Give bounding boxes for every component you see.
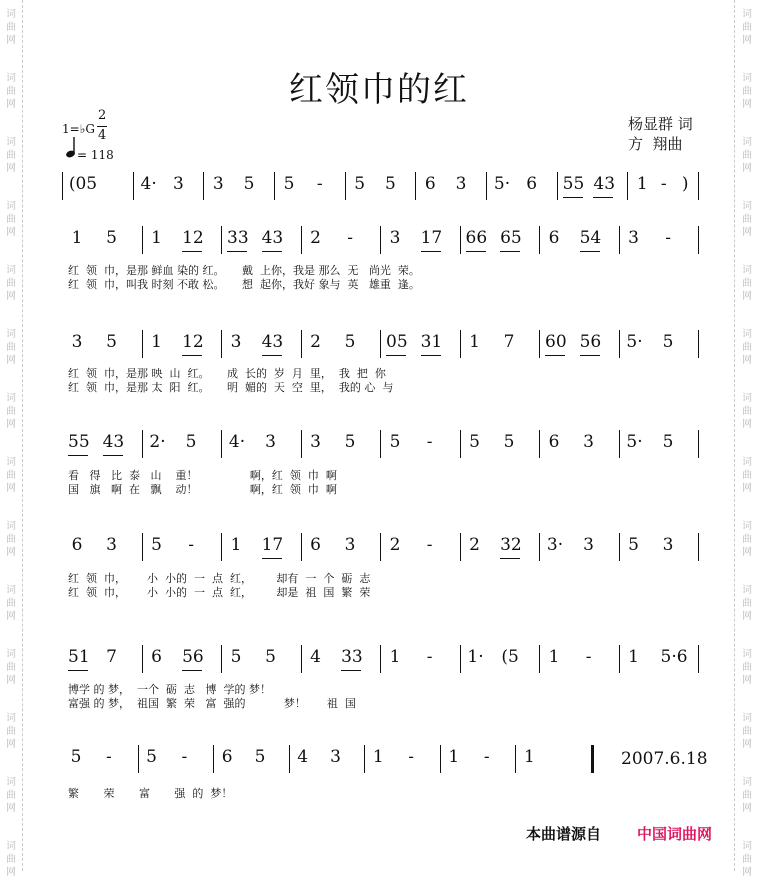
note: 6 [424,174,436,194]
bar-line [539,430,540,458]
note: 5 [254,747,266,767]
underline-beam [421,251,441,252]
key-signature: 1=♭G [62,122,95,136]
underline-beam [341,670,361,671]
bar-line [142,430,143,458]
note: 6 [548,228,560,248]
lyric-line: 红 领 巾，是那 鲜血 染的 红。 戴 上你，我是 那么 无 尚光 荣。 [68,264,420,277]
note: - [316,174,323,194]
note: 3 [330,747,341,767]
note: 12 [182,228,204,248]
note: 43 [102,432,125,452]
note: 2 [389,535,401,555]
note: (05 [68,174,98,194]
note: 5 [662,332,674,352]
watermark-text: 词 曲 网 [742,73,752,110]
note: 1 [636,174,648,194]
note: 5· [626,432,643,452]
underline-beam [500,558,520,559]
note: 6 [221,747,233,767]
watermark-text: 词 曲 网 [6,649,16,686]
note: 1 [389,647,401,667]
underline-beam [545,355,565,356]
lyric-line: 红 领 巾， 小 小的 一 点 红， 却有 一 个 砺 志 [68,572,371,585]
watermark-text: 词 曲 网 [6,457,16,494]
note: 3 [583,535,594,555]
watermark-text: 词 曲 网 [742,713,752,750]
watermark-text: 词 曲 网 [6,329,16,366]
watermark-text: 词 曲 网 [6,585,16,622]
underline-beam [580,251,600,252]
composer-credit: 方 翔曲 [628,135,683,153]
watermark-text: 词 曲 网 [6,393,16,430]
lyric-line: 红 领 巾， 小 小的 一 点 红， 却是 祖 国 繁 荣 [68,586,371,599]
note: 1 [628,647,639,667]
watermark-text: 词 曲 网 [742,521,752,558]
note: 1 [448,747,460,767]
note: 2 [310,332,321,352]
note: 65 [500,228,522,248]
watermark-text: 词 曲 网 [6,841,16,878]
note: 5 [344,332,356,352]
watermark-text: 词 曲 网 [742,329,752,366]
underline-beam [500,251,520,252]
note: 1 [469,332,480,352]
note: 5 [503,432,515,452]
bar-line [380,533,381,561]
note: 6 [526,174,538,194]
bar-line [619,430,620,458]
note: - [188,535,194,555]
watermark-text: 词 曲 网 [742,137,752,174]
watermark-text: 词 曲 网 [742,585,752,622]
bar-line [619,330,620,358]
bar-line [142,226,143,254]
bar-line [460,533,461,561]
underline-beam [262,355,282,356]
note: 12 [182,332,204,352]
time-signature-line [97,126,107,127]
note: (5 [501,647,519,667]
note: 3 [455,174,467,194]
bar-line [539,533,540,561]
note: 2 [469,535,480,555]
note: 5 [70,747,82,767]
bar-line [627,172,628,200]
bar-line [380,430,381,458]
bar-line [698,645,699,673]
lyric-line: 繁 荣 富 强 的 梦！ [68,787,233,800]
underline-beam [593,197,613,198]
note: 43 [593,174,616,194]
composition-date: 2007.6.18 [621,749,708,769]
underline-beam [262,558,282,559]
note: - [105,747,112,767]
bar-line [345,172,346,200]
source-label: 本曲谱源自 [526,825,602,843]
note: 1 [151,332,162,352]
note: 5·6 [660,647,688,667]
bar-line [301,330,302,358]
bar-line [557,172,558,200]
note: 6 [310,535,321,555]
bar-line [591,745,594,773]
bar-line [62,172,63,200]
note: 5 [243,174,255,194]
underline-beam [421,355,441,356]
lyric-line: 国 旗 啊 在 飘 动！ 啊，红 领 巾 啊 [68,483,337,496]
note: 5 [283,174,295,194]
note: - [660,174,667,194]
note: 5· [626,332,643,352]
bar-line [142,533,143,561]
note: 43 [261,228,284,248]
note: 5 [469,432,480,452]
note: 5 [384,174,396,194]
note: 4· [228,432,246,452]
bar-line [301,533,302,561]
note: 7 [503,332,515,352]
note: - [483,747,490,767]
bar-line [486,172,487,200]
lyricist-credit: 杨显群 词 [628,115,693,133]
underline-beam [563,197,583,198]
note: 43 [261,332,284,352]
bar-line [698,533,699,561]
note: - [426,535,433,555]
note: 33 [227,228,249,248]
underline-beam [227,251,247,252]
bar-line [142,645,143,673]
note: 5 [265,647,276,667]
note: 5· [493,174,511,194]
note: 3 [172,174,184,194]
note: 05 [386,332,408,352]
bar-line [221,226,222,254]
quarter-note-icon [64,135,78,163]
note: 3 [106,535,117,555]
note: - [665,228,671,248]
note: 7 [106,647,117,667]
note: 2· [149,432,166,452]
note: 5 [230,647,242,667]
note: 54 [579,228,602,248]
note: 55 [562,174,585,194]
watermark-text: 词 曲 网 [6,9,16,46]
note: 5 [662,432,674,452]
bar-line [301,226,302,254]
bar-line [221,430,222,458]
bar-line [698,330,699,358]
note: 1 [71,228,83,248]
underline-beam [262,251,282,252]
note: 3 [310,432,321,452]
bar-line [539,330,540,358]
bar-line [289,745,290,773]
time-signature-bottom: 4 [98,128,107,143]
watermark-text: 词 曲 网 [742,201,752,238]
watermark-text: 词 曲 网 [742,841,752,878]
note: 5 [185,432,197,452]
note: - [408,747,414,767]
note: 5 [354,174,366,194]
underline-beam [182,670,202,671]
note: 5 [389,432,401,452]
bar-line [415,172,416,200]
watermark-text: 词 曲 网 [742,393,752,430]
note: 5 [628,535,639,555]
watermark-text: 词 曲 网 [6,137,16,174]
note: 56 [182,647,204,667]
note: 5 [106,332,117,352]
lyric-line: 红 领 巾，是那 太 阳 红。 明 媚的 天 空 里， 我的 心 与 [68,381,394,394]
lyric-line: 富强 的 梦， 祖国 繁 荣 富 强的 梦！ 祖 国 [68,697,356,710]
underline-beam [182,355,202,356]
note: 3 [662,535,674,555]
bar-line [380,330,381,358]
note: 1 [523,747,535,767]
note: - [347,228,353,248]
note: 17 [420,228,443,248]
underline-beam [580,355,600,356]
note: 6 [548,432,560,452]
note: 3 [389,228,401,248]
note: 4 [297,747,309,767]
bar-line [133,172,134,200]
note: 3 [344,535,356,555]
bar-line [619,226,620,254]
note: 2 [310,228,321,248]
note: 17 [261,535,284,555]
underline-beam [182,251,202,252]
time-signature-top: 2 [98,108,107,123]
note: 3 [230,332,242,352]
note: - [181,747,188,767]
note: 1· [467,647,484,667]
watermark-text: 词 曲 网 [6,73,16,110]
bar-line [274,172,275,200]
bar-line [619,533,620,561]
bar-line [380,645,381,673]
note: 33 [341,647,363,667]
note: 4· [140,174,157,194]
bar-line [460,645,461,673]
note: 66 [465,228,488,248]
underline-beam [466,251,486,252]
underline-beam [68,455,88,456]
bar-line [460,330,461,358]
lyric-line: 看 得 比 泰 山 重！ 啊，红 领 巾 啊 [68,469,337,482]
note: 3 [583,432,594,452]
bar-line [619,645,620,673]
note: 5 [146,747,157,767]
bar-line [301,430,302,458]
note: 3 [212,174,224,194]
note: 5 [106,228,117,248]
watermark-text: 词 曲 网 [742,777,752,814]
bar-line [213,745,214,773]
note: - [426,432,433,452]
note: 60 [545,332,567,352]
watermark-text: 词 曲 网 [6,713,16,750]
song-title: 红领巾的红 [289,70,469,110]
note: 1 [230,535,242,555]
note: 4 [310,647,321,667]
bar-line [203,172,204,200]
bar-line [698,226,699,254]
bar-line [221,645,222,673]
note: - [426,647,433,667]
underline-beam [386,355,406,356]
note: ) [681,174,689,194]
underline-beam [68,670,88,671]
lyric-line: 红 领 巾，是那 映 山 红。 成 长的 岁 月 里， 我 把 你 [68,367,386,380]
lyric-line: 博学 的 梦， 一个 砺 志 博 学的 梦！ [68,683,271,696]
note: - [585,647,592,667]
source-site-link[interactable]: 中国词曲网 [637,825,713,843]
note: 51 [68,647,90,667]
bar-line [698,172,699,200]
bar-line [221,330,222,358]
note: 5 [151,535,162,555]
bar-line [142,330,143,358]
watermark-text: 词 曲 网 [742,9,752,46]
watermark-text: 词 曲 网 [742,265,752,302]
note: 6 [71,535,83,555]
note: 3 [265,432,276,452]
lyric-line: 红 领 巾，叫我 时刻 不敢 松。 想 起你，我好 象与 英 雄重 逢。 [68,278,420,291]
note: 55 [68,432,90,452]
note: 3· [546,535,564,555]
watermark-text: 词 曲 网 [6,777,16,814]
bar-line [460,430,461,458]
bar-line [539,645,540,673]
watermark-text: 词 曲 网 [742,457,752,494]
note: 5 [344,432,356,452]
bar-line [301,645,302,673]
bar-line [440,745,441,773]
note: 32 [500,535,522,555]
note: 56 [579,332,602,352]
bar-line [221,533,222,561]
note: 3 [71,332,83,352]
underline-beam [103,455,123,456]
score-row [0,172,758,232]
bar-line [138,745,139,773]
watermark-text: 词 曲 网 [6,521,16,558]
tempo-marking: = 118 [77,148,114,162]
note: 1 [151,228,162,248]
watermark-text: 词 曲 网 [742,649,752,686]
bar-line [380,226,381,254]
bar-line [539,226,540,254]
note: 3 [628,228,639,248]
watermark-text: 词 曲 网 [6,201,16,238]
bar-line [460,226,461,254]
bar-line [364,745,365,773]
note: 1 [372,747,384,767]
watermark-text: 词 曲 网 [6,265,16,302]
note: 31 [420,332,443,352]
bar-line [698,430,699,458]
note: 1 [548,647,560,667]
note: 6 [151,647,162,667]
bar-line [515,745,516,773]
